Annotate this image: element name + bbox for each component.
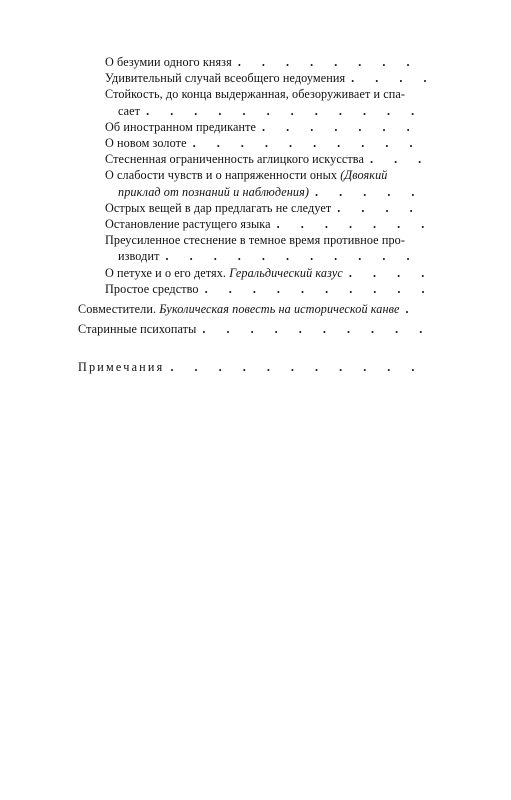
toc-entry[interactable] <box>78 321 428 337</box>
toc-entry[interactable] <box>105 135 428 151</box>
dot-leader <box>406 301 428 317</box>
toc-entry-title-continuation: изводит <box>118 249 160 264</box>
toc-entry-title: Примечания <box>78 360 165 375</box>
toc-entry[interactable] <box>105 265 428 281</box>
toc-entry-title-continuation: сает <box>118 103 141 118</box>
toc-entry-title <box>78 301 400 317</box>
toc-entry[interactable] <box>78 301 428 317</box>
toc-entry-title: Стойкость, до конца выдержанная, обезоруживает и спа- <box>105 87 406 102</box>
toc-entry[interactable] <box>105 54 428 70</box>
toc-entry[interactable] <box>105 151 428 167</box>
dot-leader <box>193 135 428 151</box>
toc-entry-subtitle: Геральдический казус <box>229 265 343 280</box>
dot-leader <box>370 151 428 167</box>
dot-leader <box>351 70 428 86</box>
dot-leader <box>315 184 428 200</box>
toc-entry[interactable] <box>105 232 428 264</box>
toc-entry[interactable] <box>105 119 428 135</box>
dot-leader <box>146 103 428 119</box>
dot-leader <box>337 200 428 216</box>
toc-entry-title-plain: О слабости чувств и о напряженности оных <box>105 168 341 183</box>
toc-entry-title-plain: Совместители. <box>78 302 160 317</box>
toc-entry-title: Старинные психопаты <box>78 322 197 337</box>
toc-entry-title: Преусиленное стеснение в темное время противное про- <box>105 233 405 248</box>
dot-leader <box>202 321 428 337</box>
spacer <box>78 337 428 359</box>
dot-leader <box>170 359 428 375</box>
toc-entry-notes[interactable] <box>78 359 428 375</box>
dot-leader <box>205 281 428 297</box>
dot-leader <box>277 216 428 232</box>
toc-entry-title: О безумии одного князя <box>105 55 232 69</box>
toc-entry-title: Стесненная ограниченность аглицкого искусства <box>105 152 364 167</box>
dot-leader <box>349 265 428 281</box>
table-of-contents <box>78 54 428 376</box>
toc-entry-title <box>105 167 428 183</box>
dot-leader <box>262 119 428 135</box>
toc-entry[interactable] <box>105 281 428 297</box>
toc-entry-title: О новом золоте <box>105 136 187 151</box>
toc-entry-title: Простое средство <box>105 281 199 296</box>
toc-entry[interactable] <box>105 86 428 118</box>
dot-leader <box>238 54 428 70</box>
toc-entry-title: Острых вещей в дар предлагать не следует <box>105 200 332 215</box>
toc-entry[interactable] <box>105 70 428 86</box>
toc-entry-subtitle: Буколическая повесть на исторической канве <box>159 302 400 317</box>
toc-entry[interactable] <box>105 167 428 199</box>
toc-entry-title <box>105 265 343 281</box>
toc-entry[interactable] <box>105 200 428 216</box>
dot-leader <box>166 248 429 264</box>
toc-entry-title: Удивительный случай всеобщего недоумения <box>105 71 346 86</box>
toc-entry[interactable] <box>105 216 428 232</box>
toc-entry-subtitle: (Двоякий <box>340 168 388 183</box>
toc-entry-title: Об иностранном предиканте <box>105 119 257 134</box>
toc-entry-subtitle-continuation: приклад от познаний и наблюдения) <box>118 184 310 199</box>
toc-entry-title: Остановление растущего языка <box>105 217 271 232</box>
toc-entry-title-plain: О петухе и о его детях. <box>105 265 230 280</box>
